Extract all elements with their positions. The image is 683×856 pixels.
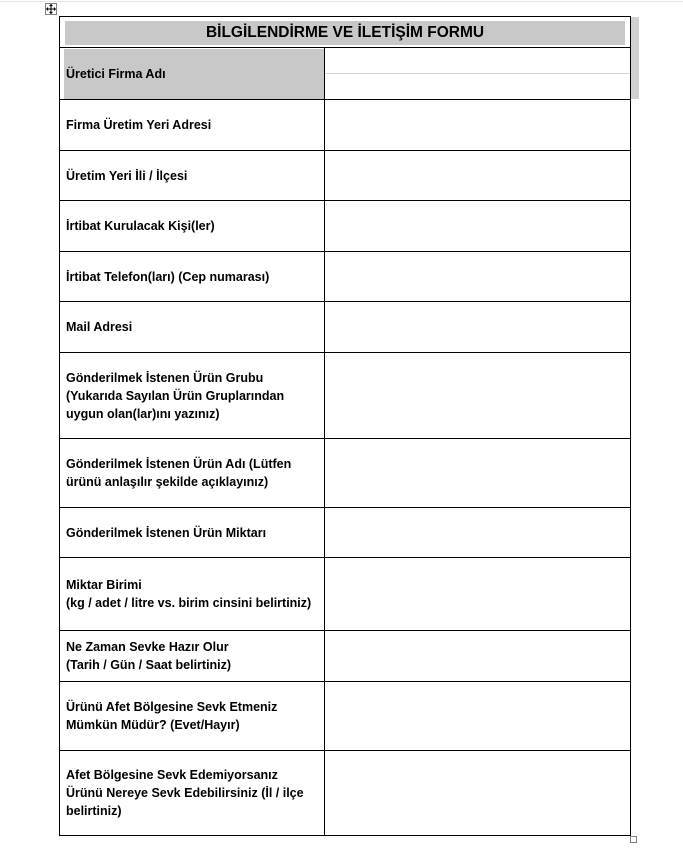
field-input-product-group[interactable] <box>325 353 631 439</box>
field-input-production-address[interactable] <box>325 100 631 151</box>
field-input-disaster-shipment[interactable] <box>325 682 631 751</box>
table-row <box>60 252 631 302</box>
field-label-quantity-unit: Miktar Birimi (kg / adet / litre vs. birim cinsini belirtiniz) <box>60 558 325 631</box>
field-input-city-district[interactable] <box>325 151 631 201</box>
field-label-alternate-destination: Afet Bölgesine Sevk Edemiyorsanız Ürünü Nereye Sevk Edebilirsiniz (İl / ilçe belirtiniz) <box>60 751 325 836</box>
table-row <box>60 48 631 100</box>
field-label-product-group: Gönderilmek İstenen Ürün Grubu (Yukarıda Sayılan Ürün Gruplarından uygun olan(lar)ını yazınız) <box>60 353 325 439</box>
field-input-product-quantity[interactable] <box>325 508 631 558</box>
page-top-guide <box>0 1 683 2</box>
field-input-contact-phone[interactable] <box>325 252 631 302</box>
form-title-cell <box>60 17 631 48</box>
field-label-disaster-shipment: Ürünü Afet Bölgesine Sevk Etmeniz Mümkün Müdür? (Evet/Hayır) <box>60 682 325 751</box>
table-row <box>60 151 631 201</box>
field-label-firm-name: Üretici Firma Adı <box>66 66 166 81</box>
field-input-contact-person[interactable] <box>325 201 631 252</box>
field-label-product-name: Gönderilmek İstenen Ürün Adı (Lütfen ürünü anlaşılır şekilde açıklayınız) <box>60 439 325 508</box>
table-row <box>60 558 631 631</box>
form-title: BİLGİLENDİRME VE İLETİŞİM FORMU <box>65 21 625 45</box>
field-input-product-name[interactable] <box>325 439 631 508</box>
field-input-firm-name[interactable] <box>325 48 631 100</box>
table-row <box>60 631 631 682</box>
table-row <box>60 682 631 751</box>
field-label-product-quantity: Gönderilmek İstenen Ürün Miktarı <box>60 508 325 558</box>
table-row <box>60 353 631 439</box>
table-move-handle-icon[interactable] <box>45 3 57 15</box>
field-input-ready-time[interactable] <box>325 631 631 682</box>
information-form-table <box>59 16 631 836</box>
table-row <box>60 100 631 151</box>
shading-overflow <box>630 17 639 99</box>
field-label-contact-phone: İrtibat Telefon(ları) (Cep numarası) <box>60 252 325 302</box>
field-label-contact-person: İrtibat Kurulacak Kişi(ler) <box>60 201 325 252</box>
table-resize-handle[interactable] <box>630 836 637 843</box>
field-input-alternate-destination[interactable] <box>325 751 631 836</box>
table-row <box>60 751 631 836</box>
field-label-ready-time: Ne Zaman Sevke Hazır Olur (Tarih / Gün / Saat belirtiniz) <box>60 631 325 682</box>
field-label-mail: Mail Adresi <box>60 302 325 353</box>
table-row <box>60 302 631 353</box>
field-label-city-district: Üretim Yeri İli / İlçesi <box>60 151 325 201</box>
field-label-cell <box>60 48 325 100</box>
table-row <box>60 201 631 252</box>
table-row <box>60 439 631 508</box>
field-input-mail[interactable] <box>325 302 631 353</box>
table-row <box>60 508 631 558</box>
field-input-quantity-unit[interactable] <box>325 558 631 631</box>
field-label-production-address: Firma Üretim Yeri Adresi <box>60 100 325 151</box>
